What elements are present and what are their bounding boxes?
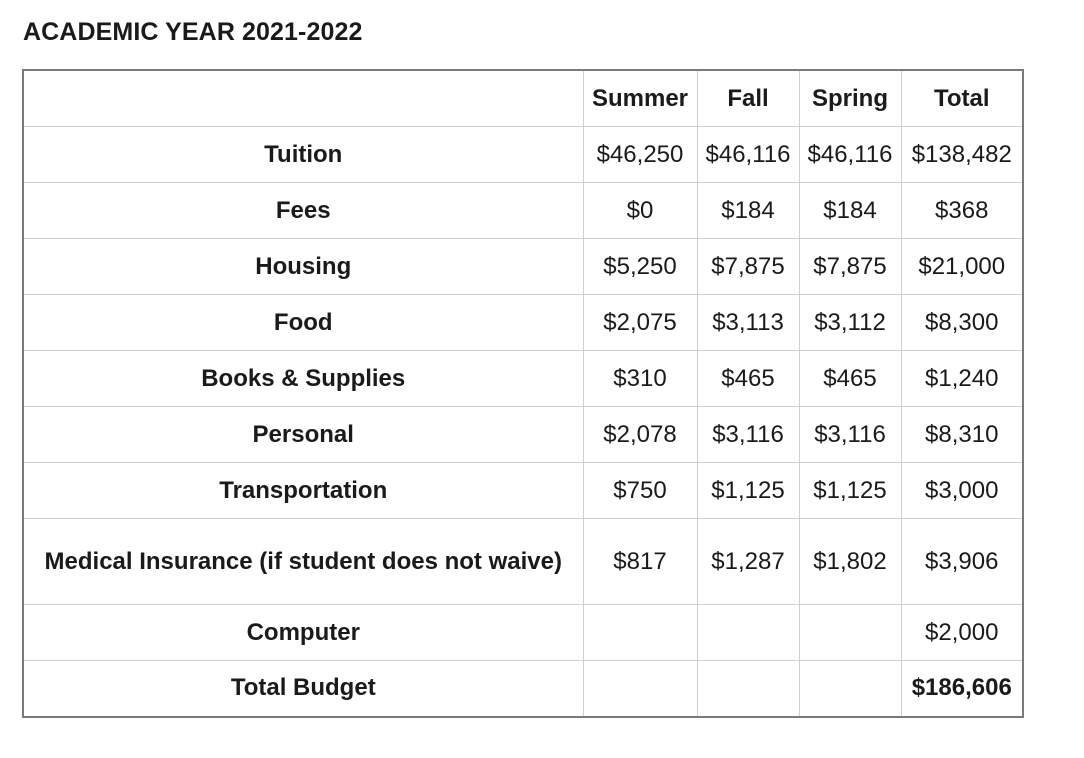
cell-total: $3,000 xyxy=(901,463,1023,519)
cell-total: $1,240 xyxy=(901,351,1023,407)
cell-summer: $46,250 xyxy=(583,127,697,183)
cell-summer: $2,075 xyxy=(583,295,697,351)
cell-spring: $1,802 xyxy=(799,519,901,605)
total-budget-value: $186,606 xyxy=(901,661,1023,717)
cell-total: $8,300 xyxy=(901,295,1023,351)
cell-total: $368 xyxy=(901,183,1023,239)
cell-total: $2,000 xyxy=(901,605,1023,661)
table-row xyxy=(23,407,1023,463)
cell-summer xyxy=(583,605,697,661)
corner-cell xyxy=(23,70,583,127)
cell-spring xyxy=(799,605,901,661)
column-header-spring: Spring xyxy=(799,70,901,127)
cell-spring: $3,112 xyxy=(799,295,901,351)
cell-spring: $1,125 xyxy=(799,463,901,519)
column-header-summer: Summer xyxy=(583,70,697,127)
cell-summer: $750 xyxy=(583,463,697,519)
row-label: Books & Supplies xyxy=(23,351,583,407)
cell-fall: $3,113 xyxy=(697,295,799,351)
cell-total: $3,906 xyxy=(901,519,1023,605)
cell-summer: $5,250 xyxy=(583,239,697,295)
cell-total: $138,482 xyxy=(901,127,1023,183)
budget-table xyxy=(22,69,1024,718)
table-row xyxy=(23,183,1023,239)
cell-total: $21,000 xyxy=(901,239,1023,295)
cell-spring xyxy=(799,661,901,717)
row-label: Food xyxy=(23,295,583,351)
header-row xyxy=(23,70,1023,127)
cell-summer xyxy=(583,661,697,717)
row-label: Transportation xyxy=(23,463,583,519)
row-label: Tuition xyxy=(23,127,583,183)
table-row xyxy=(23,295,1023,351)
cell-spring: $465 xyxy=(799,351,901,407)
cell-summer: $310 xyxy=(583,351,697,407)
cell-fall: $1,287 xyxy=(697,519,799,605)
cell-summer: $0 xyxy=(583,183,697,239)
cell-fall: $465 xyxy=(697,351,799,407)
cell-summer: $2,078 xyxy=(583,407,697,463)
cell-fall: $184 xyxy=(697,183,799,239)
cell-spring: $3,116 xyxy=(799,407,901,463)
table-row xyxy=(23,351,1023,407)
cell-fall xyxy=(697,661,799,717)
row-label: Personal xyxy=(23,407,583,463)
cell-fall: $3,116 xyxy=(697,407,799,463)
cell-spring: $7,875 xyxy=(799,239,901,295)
cell-total: $8,310 xyxy=(901,407,1023,463)
total-budget-row xyxy=(23,661,1023,717)
table-row xyxy=(23,519,1023,605)
cell-fall xyxy=(697,605,799,661)
column-header-fall: Fall xyxy=(697,70,799,127)
row-label: Fees xyxy=(23,183,583,239)
cell-spring: $184 xyxy=(799,183,901,239)
page-title: ACADEMIC YEAR 2021-2022 xyxy=(23,18,363,46)
column-header-total: Total xyxy=(901,70,1023,127)
cell-fall: $46,116 xyxy=(697,127,799,183)
table-row xyxy=(23,463,1023,519)
row-label: Total Budget xyxy=(23,661,583,717)
cell-fall: $1,125 xyxy=(697,463,799,519)
cell-fall: $7,875 xyxy=(697,239,799,295)
cell-spring: $46,116 xyxy=(799,127,901,183)
row-label: Medical Insurance (if student does not waive) xyxy=(23,519,583,605)
row-label: Computer xyxy=(23,605,583,661)
cell-summer: $817 xyxy=(583,519,697,605)
table-row xyxy=(23,239,1023,295)
table-row xyxy=(23,127,1023,183)
table-row xyxy=(23,605,1023,661)
row-label: Housing xyxy=(23,239,583,295)
